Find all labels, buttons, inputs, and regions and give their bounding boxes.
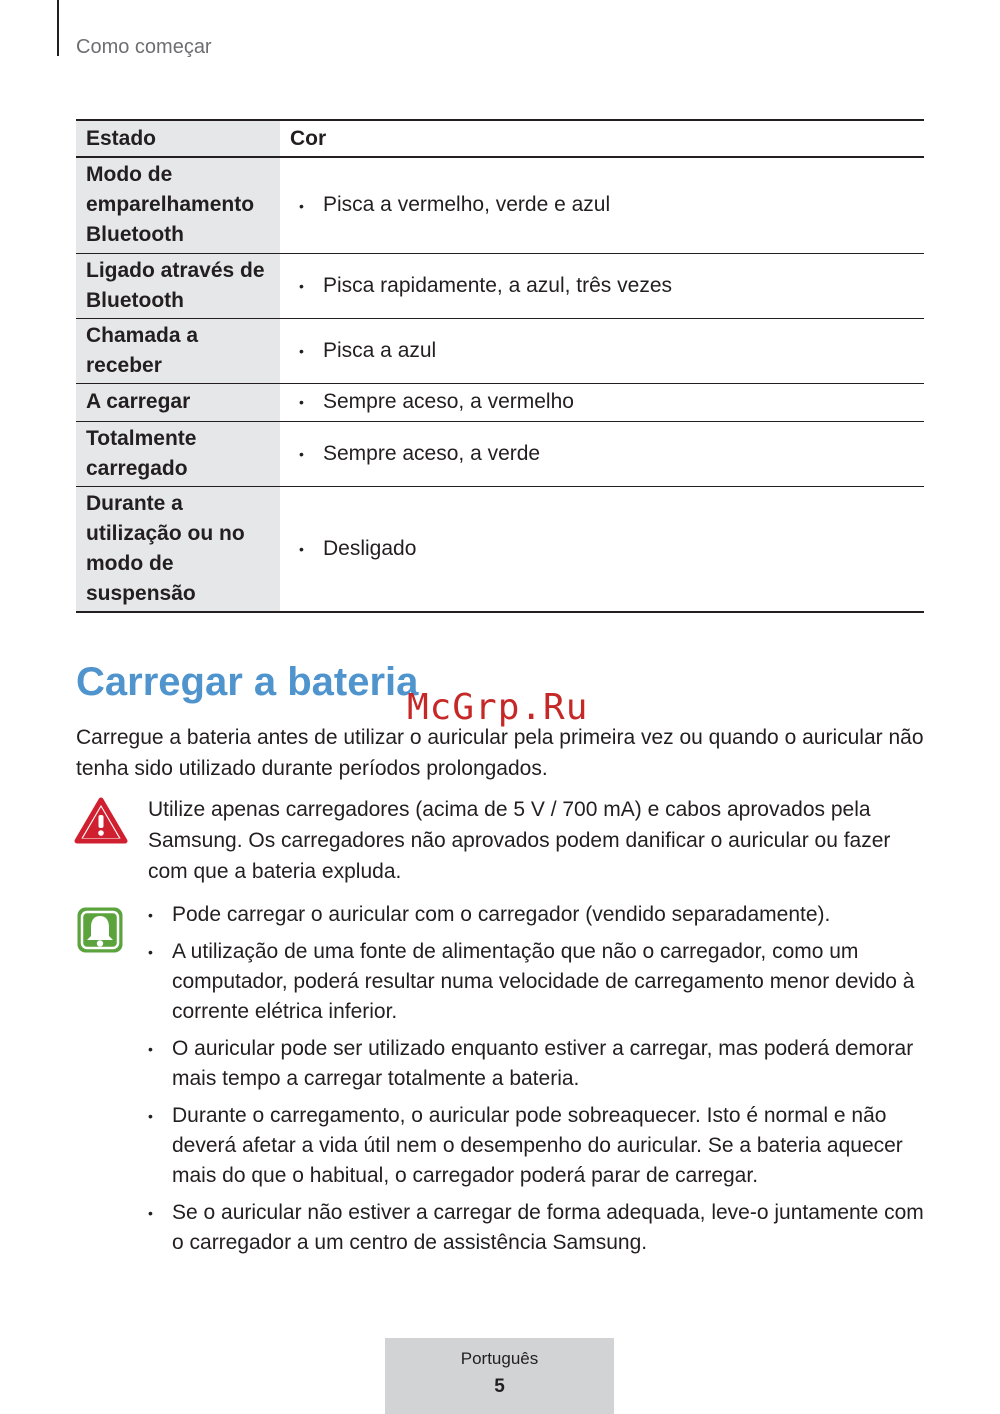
bell-note-icon	[75, 905, 125, 955]
warning-text: Utilize apenas carregadores (acima de 5 V / 700 mA) e cabos aprovados pela Samsung. Os carregadores não aprovados podem danificar o auricular ou fazer com que a bateria expluda.	[148, 798, 891, 883]
color-cell	[280, 383, 924, 421]
state-cell: Ligado através de Bluetooth	[76, 253, 280, 318]
color-text: Pisca a vermelho, verde e azul	[323, 193, 611, 217]
color-text: Desligado	[323, 536, 417, 560]
list-item	[148, 900, 928, 930]
note-text: Se o auricular não estiver a carregar de forma adequada, leve-o juntamente com o carregador a um centro de assistência Samsung.	[172, 1201, 924, 1254]
warning-triangle-icon	[74, 796, 128, 846]
state-cell: Durante a utilização ou no modo de suspensão	[76, 486, 280, 612]
page-number: 5	[494, 1376, 505, 1397]
color-cell	[280, 318, 924, 383]
bullet-icon: •	[148, 1108, 153, 1124]
bullet-icon: •	[299, 394, 304, 411]
bullet-icon: •	[299, 277, 304, 294]
table-row	[76, 421, 924, 486]
color-cell	[280, 421, 924, 486]
section-title: Carregar a bateria	[76, 660, 419, 704]
table-row	[76, 318, 924, 383]
color-text: Pisca rapidamente, a azul, três vezes	[323, 273, 673, 297]
bullet-icon: •	[148, 907, 153, 923]
color-text: Pisca a azul	[323, 338, 437, 362]
color-cell	[280, 486, 924, 612]
chapter-title: Como começar	[76, 36, 212, 58]
header-rule	[57, 0, 59, 56]
list-item	[148, 937, 928, 1027]
bullet-icon: •	[148, 1041, 153, 1057]
color-text: Sempre aceso, a vermelho	[323, 390, 574, 413]
color-cell	[280, 253, 924, 318]
footer-language: Português	[460, 1349, 539, 1368]
state-cell: Totalmente carregado	[76, 421, 280, 486]
bullet-icon: •	[299, 540, 304, 557]
table-header-row	[76, 120, 924, 157]
note-text: Pode carregar o auricular com o carregador (vendido separadamente).	[172, 903, 831, 926]
table-row	[76, 486, 924, 612]
state-cell: A carregar	[76, 383, 280, 421]
list-item	[148, 1034, 928, 1094]
table-row	[76, 157, 924, 253]
list-item	[148, 1101, 928, 1191]
bullet-icon: •	[148, 944, 153, 960]
list-item	[148, 1198, 928, 1258]
notes-list	[148, 900, 928, 1265]
color-text: Sempre aceso, a verde	[323, 441, 541, 465]
note-text: A utilização de uma fonte de alimentação que não o carregador, como um computador, poderá resultar numa velocidade de carregamento menor devido à corrente elétrica inferior.	[172, 940, 915, 1023]
table-row	[76, 253, 924, 318]
color-cell	[280, 157, 924, 253]
led-status-table	[76, 119, 924, 613]
bullet-icon: •	[148, 1205, 153, 1221]
page-footer	[385, 1338, 614, 1414]
bullet-icon: •	[299, 197, 304, 214]
bullet-icon: •	[299, 445, 304, 462]
bullet-icon: •	[299, 342, 304, 359]
table-row	[76, 383, 924, 421]
note-text: Durante o carregamento, o auricular pode sobreaquecer. Isto é normal e não deverá afetar a vida útil nem o desempenho do auricular. Se a bateria aquecer mais do que o habitual, o carregador poderá parar de carregar.	[172, 1104, 903, 1187]
section-intro: Carregue a bateria antes de utilizar o auricular pela primeira vez ou quando o auricular não tenha sido utilizado durante períodos prolongados.	[76, 726, 924, 780]
watermark: McGrp.Ru	[407, 687, 589, 728]
state-cell: Modo de emparelhamento Bluetooth	[76, 157, 280, 253]
state-cell: Chamada a receber	[76, 318, 280, 383]
column-header-color: Cor	[290, 126, 327, 150]
note-text: O auricular pode ser utilizado enquanto estiver a carregar, mas poderá demorar mais tempo a carregar totalmente a bateria.	[172, 1037, 914, 1090]
column-header-state: Estado	[76, 120, 280, 157]
